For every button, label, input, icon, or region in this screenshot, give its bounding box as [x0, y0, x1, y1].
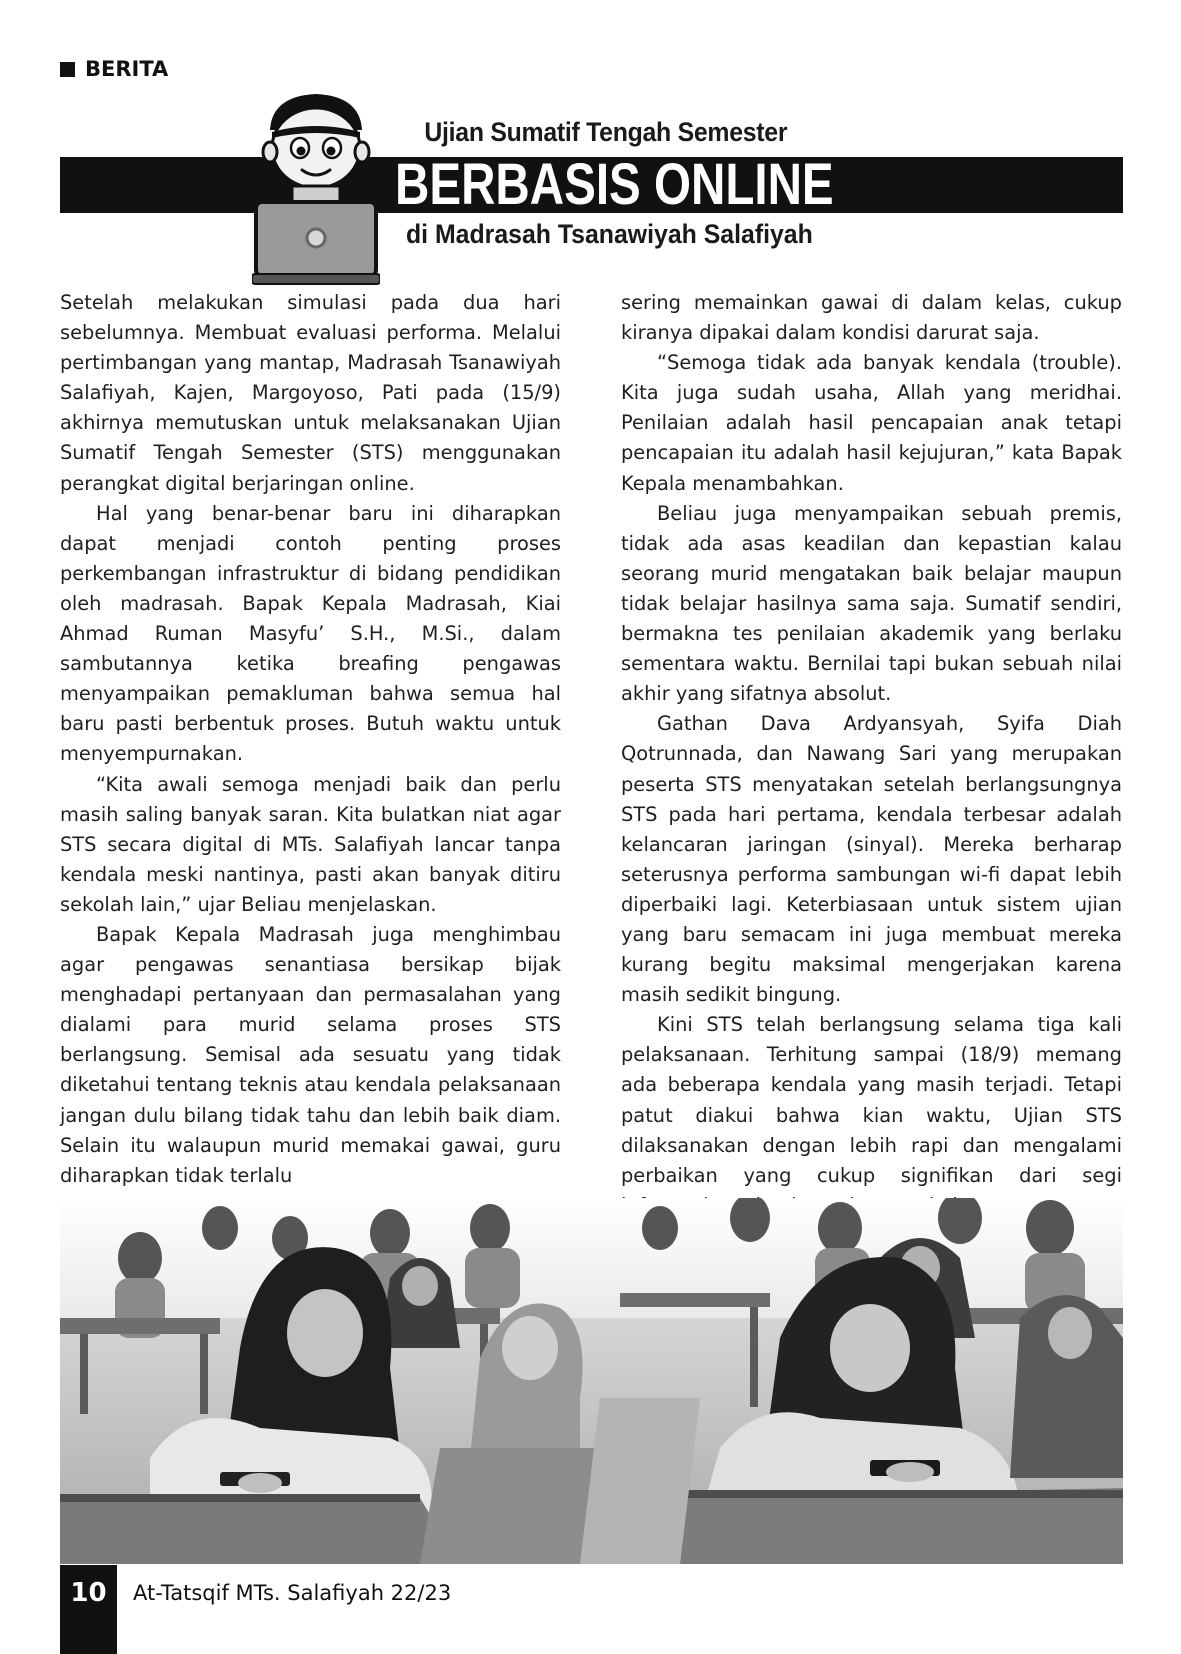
article-column-left [60, 288, 561, 1191]
paragraph: Bapak Kepala Madrasah juga menghimbau agar pengawas senantiasa bersikap bijak menghadapi pertanyaan dan permasalahan yang dialami para murid selama proses STS berlangsung. Semisal ada sesuatu yang tidak diketahui tentang teknis atau kendala pelaksanaan jangan dulu bilang tidak tahu dan lebih baik diam. Selain itu walaupun murid memakai gawai, guru diharapkan tidak terlalu [60, 922, 561, 1187]
section-square-icon [60, 62, 75, 77]
paragraph: “Semoga tidak ada banyak kendala (trouble). Kita juga sudah usaha, Allah yang meridhai. Penilaian adalah hasil pencapaian anak tetapi pencapaian itu adalah hasil kejujuran,” kata Bapak Kepala menambahkan. [621, 351, 1122, 495]
paragraph: Hal yang benar-benar baru ini diharapkan dapat menjadi contoh penting proses perkembangan infrastruktur di bidang pendidikan oleh madrasah. Bapak Kepala Madrasah, Kiai Ahmad Ruman Masyfu’ S.H., M.Si., dalam sambutannya ketika breafing pengawas menyampaikan pemakluman bahwa semua hal baru pasti berbentuk proses. Butuh waktu untuk menyempurnakan. [60, 501, 561, 766]
page-number: 10 [70, 1578, 107, 1608]
publication-name: At-Tatsqif MTs. Salafiyah 22/23 [133, 1581, 452, 1605]
headline-kicker: Ujian Sumatif Tengah Semester [424, 117, 788, 147]
headline: BERBASIS ONLINE [395, 152, 834, 217]
paragraph: Kini STS telah berlangsung selama tiga kali pelaksanaan. Terhitung sampai (18/9) memang ada beberapa kendala yang masih terjadi. Tetapi patut diakui bahwa kian waktu, Ujian STS dilaksanakan dengan lebih rapi dan mengalami perbaikan yang cukup signifikan dari segi [621, 1013, 1122, 1187]
paragraph: sering memainkan gawai di dalam kelas, cukup kiranya dipakai dalam kondisi darurat saja. [621, 291, 1122, 345]
paragraph: “Kita awali semoga menjadi baik dan perlu masih saling banyak saran. Kita bulatkan niat agar STS secara digital di MTs. Salafiyah lancar tanpa kendala meski nantinya, pasti akan banyak ditiru sekolah lain,” ujar Beliau menjelaskan. [60, 772, 561, 916]
paragraph: Gathan Dava Ardyansyah, Syifa Diah Qotrunnada, dan Nawang Sari yang merupakan peserta STS menyatakan setelah berlangsungnya STS pada hari pertama, kendala terbesar adalah kelancaran jaringan (sinyal). Mereka berharap seterusnya performa sambungan wi-fi dapat lebih diperbaiki lagi. Keterbiasaan untuk sistem ujian yang baru semacam ini juga membuat mereka kurang begitu maksimal mengerjakan karena masih sedikit bingung. [621, 712, 1122, 1007]
section-label [60, 56, 168, 82]
section-label-text: BERITA [85, 57, 169, 81]
mascot-laptop-icon [252, 90, 380, 286]
article-column-right [621, 288, 1122, 1251]
paragraph: Setelah melakukan simulasi pada dua hari sebelumnya. Membuat evaluasi performa. Melalui pertimbangan yang mantap, Madrasah Tsanawiyah Salafiyah, Kajen, Margoyoso, Pati pada (15/9) akhirnya memutuskan untuk melaksanakan Ujian Sumatif Tengah Semester (STS) menggunakan perangkat digital berjaringan online. [60, 291, 561, 495]
paragraph: Beliau juga menyampaikan sebuah premis, tidak ada asas keadilan dan kepastian kalau seorang murid mengatakan baik belajar maupun tidak belajar hasilnya sama saja. Sumatif sendiri, bermakna tes penilaian akademik yang berlaku sementara waktu. Bernilai tapi bukan sebuah nilai akhir yang sifatnya absolut. [621, 501, 1122, 706]
classroom-photo [60, 1198, 1123, 1564]
headline-subtitle: di Madrasah Tsanawiyah Salafiyah [406, 219, 813, 249]
